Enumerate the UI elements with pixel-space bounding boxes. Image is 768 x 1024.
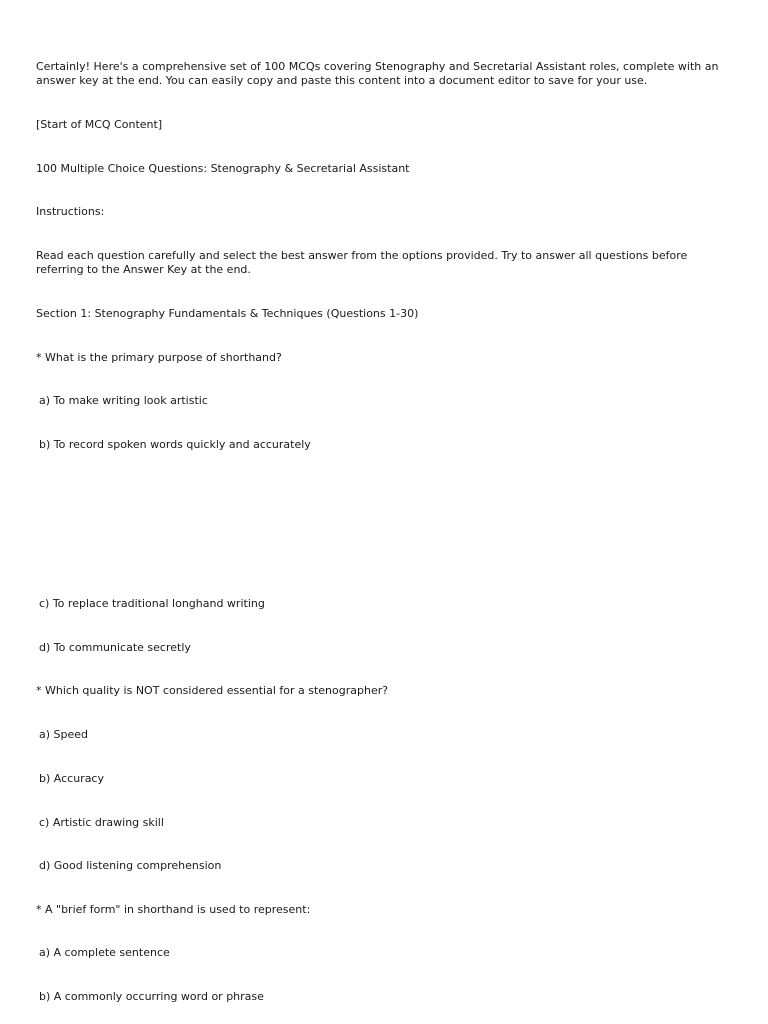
answer-option: a) To make writing look artistic <box>39 394 208 407</box>
answer-option: d) To communicate secretly <box>39 641 191 654</box>
answer-option: c) Artistic drawing skill <box>39 816 164 829</box>
answer-option: b) A commonly occurring word or phrase <box>39 990 264 1003</box>
start-marker: [Start of MCQ Content] <box>36 118 163 131</box>
document-title: 100 Multiple Choice Questions: Stenography & Secretarial Assistant <box>36 162 410 175</box>
instructions-heading: Instructions: <box>36 205 105 218</box>
answer-option: b) Accuracy <box>39 772 104 785</box>
answer-option: d) Good listening comprehension <box>39 859 222 872</box>
question-text: * A "brief form" in shorthand is used to represent: <box>36 903 311 916</box>
answer-option: b) To record spoken words quickly and accurately <box>39 438 311 451</box>
instructions-body: Read each question carefully and select the best answer from the options provided. Try to answer all questions before referring to the Answer Key at the end. <box>36 249 688 276</box>
answer-option: c) To replace traditional longhand writing <box>39 597 265 610</box>
answer-option: a) A complete sentence <box>39 946 170 959</box>
question-text: * What is the primary purpose of shorthand? <box>36 351 282 364</box>
answer-option: a) Speed <box>39 728 89 741</box>
intro-paragraph: Certainly! Here's a comprehensive set of 100 MCQs covering Stenography and Secretarial Assistant roles, complete with an answer key at the end. You can easily copy and paste this content into a document editor to save for your use. <box>36 60 719 87</box>
question-text: * Which quality is NOT considered essential for a stenographer? <box>36 684 389 697</box>
section-heading: Section 1: Stenography Fundamentals & Techniques (Questions 1-30) <box>36 307 419 320</box>
